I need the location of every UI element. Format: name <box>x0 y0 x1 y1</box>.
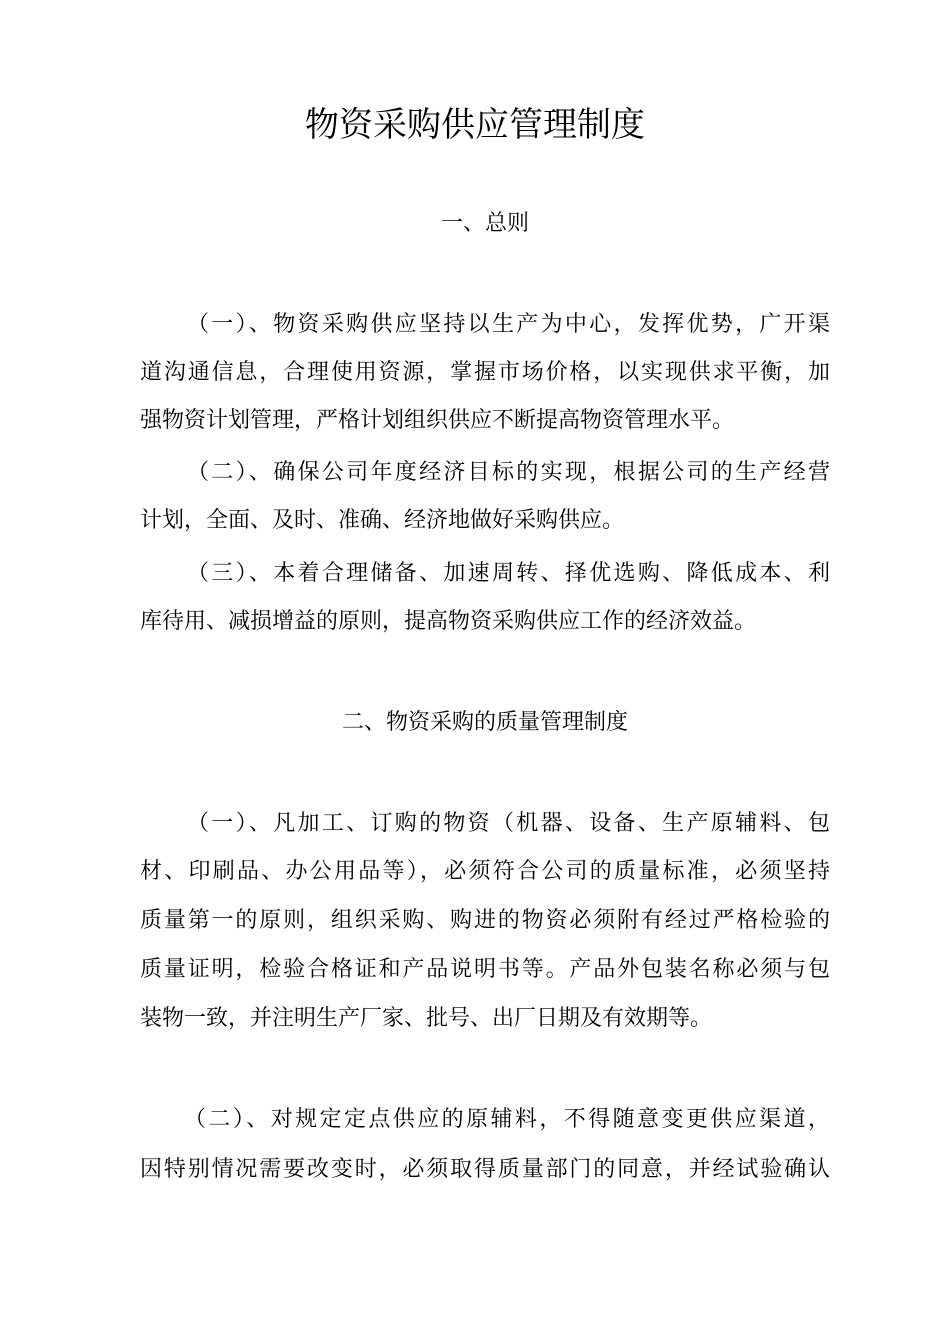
paragraph-line: 质量第一的原则，组织采购、购进的物资必须附有经过严格检验的 <box>140 908 830 933</box>
paragraph-line: （三）、本着合理储备、加速周转、择优选购、降低成本、利 <box>187 561 830 586</box>
paragraph-line: 质量证明，检验合格证和产品说明书等。产品外包装名称必须与包 <box>140 957 830 982</box>
paragraph-line: 材、印刷品、办公用品等），必须符合公司的质量标准，必须坚持 <box>140 859 830 884</box>
paragraph-line: （二）、确保公司年度经济目标的实现，根据公司的生产经营 <box>187 460 830 485</box>
paragraph-line: （一）、物资采购供应坚持以生产为中心，发挥优势，广开渠 <box>187 312 830 337</box>
document-title: 物资采购供应管理制度 <box>305 105 645 145</box>
paragraph-line: 道沟通信息，合理使用资源，掌握市场价格，以实现供求平衡，加 <box>140 360 830 385</box>
section-heading: 二、物资采购的质量管理制度 <box>341 710 628 735</box>
section-heading: 一、总则 <box>440 211 529 236</box>
paragraph-line: 因特别情况需要改变时，必须取得质量部门的同意，并经试验确认 <box>140 1157 830 1182</box>
paragraph-line: 强物资计划管理，严格计划组织供应不断提高物资管理水平。 <box>140 408 735 433</box>
paragraph-line: （二）、对规定定点供应的原辅料，不得随意变更供应渠道， <box>184 1107 830 1132</box>
paragraph-line: （一）、凡加工、订购的物资（机器、设备、生产原辅料、包 <box>187 811 830 836</box>
paragraph-line: 计划，全面、及时、准确、经济地做好采购供应。 <box>140 508 625 533</box>
paragraph-line: 装物一致，并注明生产厂家、批号、出厂日期及有效期等。 <box>140 1006 713 1031</box>
paragraph-line: 库待用、减损增益的原则，提高物资采购供应工作的经济效益。 <box>140 609 757 634</box>
